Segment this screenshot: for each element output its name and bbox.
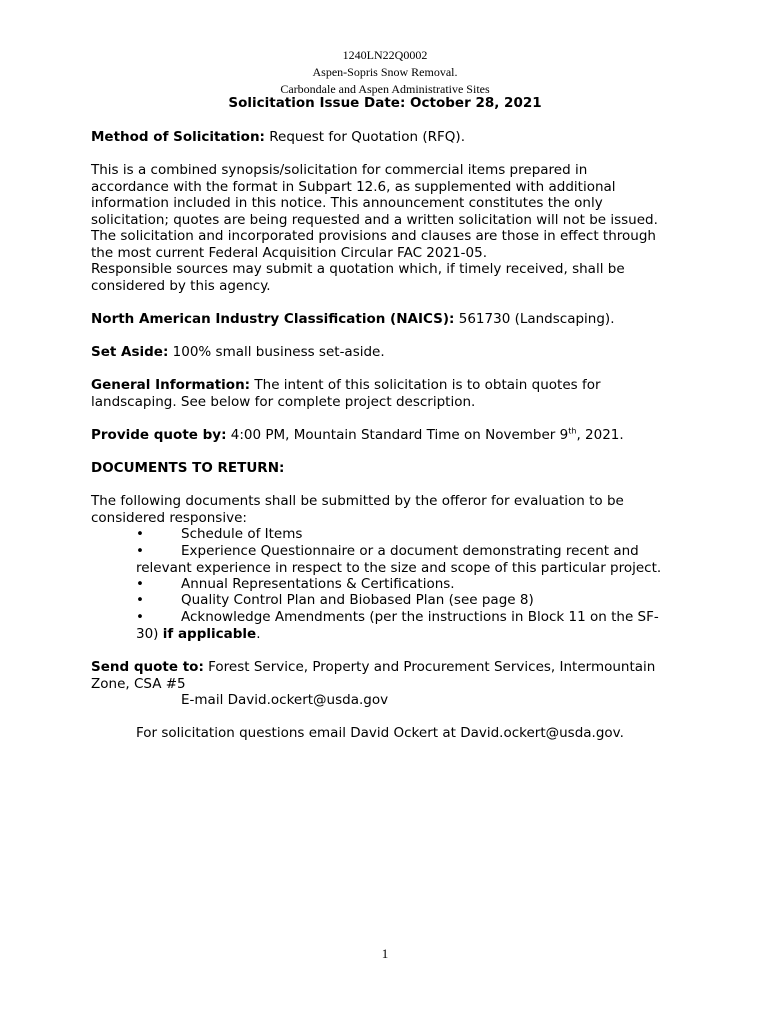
set-aside-line [91,344,691,361]
documents-intro: The following documents shall be submitted by the offeror for evaluation to be considered responsive: [91,493,624,526]
set-aside-value: 100% small business set-aside. [168,344,385,360]
quote-by-sup: th [568,426,577,436]
bullet-icon: • [136,543,144,559]
documents-heading: DOCUMENTS TO RETURN: [91,460,285,476]
naics-label: North American Industry Classification (NAICS): [91,311,455,327]
document-item: • Acknowledge Amendments (per the instructions in Block 11 on the SF- 30) if applicable. [136,609,659,642]
send-to-label: Send quote to: [91,659,204,675]
quote-by-tail: , 2021. [576,427,624,443]
general-line2: landscaping. See below for complete project description. [91,393,476,410]
naics-value: 561730 (Landscaping). [454,311,615,327]
document-item: • Annual Representations & Certifications. [136,576,455,592]
general-label: General Information: [91,377,251,393]
document-item: • Quality Control Plan and Biobased Plan (see page 8) [136,592,534,608]
bullet-icon: • [136,609,144,625]
synopsis-line: solicitation; quotes are being requested and a written solicitation will not be issued. [91,211,658,228]
general-information [91,377,691,410]
page-number: 1 [381,946,389,961]
synopsis-paragraph [91,162,691,294]
naics-line [91,311,691,328]
synopsis-line: the most current Federal Acquisition Circular FAC 2021-05. [91,244,487,261]
method-of-solicitation [91,129,691,146]
quote-by-value: 4:00 PM, Mountain Standard Time on November 9 [226,427,569,443]
general-line1: The intent of this solicitation is to obtain quotes for [250,377,601,393]
bullet-icon: • [136,592,144,608]
project-sites: Carbondale and Aspen Administrative Sites [280,82,490,96]
solicitation-number: 1240LN22Q0002 [342,48,428,62]
synopsis-line: accordance with the format in Subpart 12.6, as supplemented with additional [91,178,616,195]
bullet-icon: • [136,576,144,592]
bullet-icon: • [136,526,144,542]
method-value: Request for Quotation (RFQ). [264,129,465,145]
quote-deadline [91,427,691,444]
project-name: Aspen-Sopris Snow Removal. [312,65,458,79]
synopsis-line: considered by this agency. [91,277,271,294]
document-item: • Experience Questionnaire or a document demonstrating recent and relevant experience in respect to the size and scope of this particular project. [136,543,662,576]
synopsis-line: information included in this notice. This announcement constitutes the only [91,195,603,211]
send-quote-to: Send quote to: Forest Service, Property and Procurement Services, Intermountain Zone, CSA #5 [91,659,656,692]
questions-line: For solicitation questions email David Ockert at David.ockert@usda.gov. [136,725,624,741]
method-label: Method of Solicitation: [91,129,265,145]
synopsis-line: The solicitation and incorporated provisions and clauses are those in effect through [91,228,656,244]
set-aside-label: Set Aside: [91,344,169,360]
document-item: • Schedule of Items [136,526,303,542]
quote-by-label: Provide quote by: [91,427,227,443]
synopsis-line: Responsible sources may submit a quotation which, if timely received, shall be [91,261,625,277]
send-to-email: E-mail David.ockert@usda.gov [181,692,389,708]
synopsis-line: This is a combined synopsis/solicitation for commercial items prepared in [91,162,588,178]
issue-date-title: Solicitation Issue Date: October 28, 2021 [228,95,542,111]
